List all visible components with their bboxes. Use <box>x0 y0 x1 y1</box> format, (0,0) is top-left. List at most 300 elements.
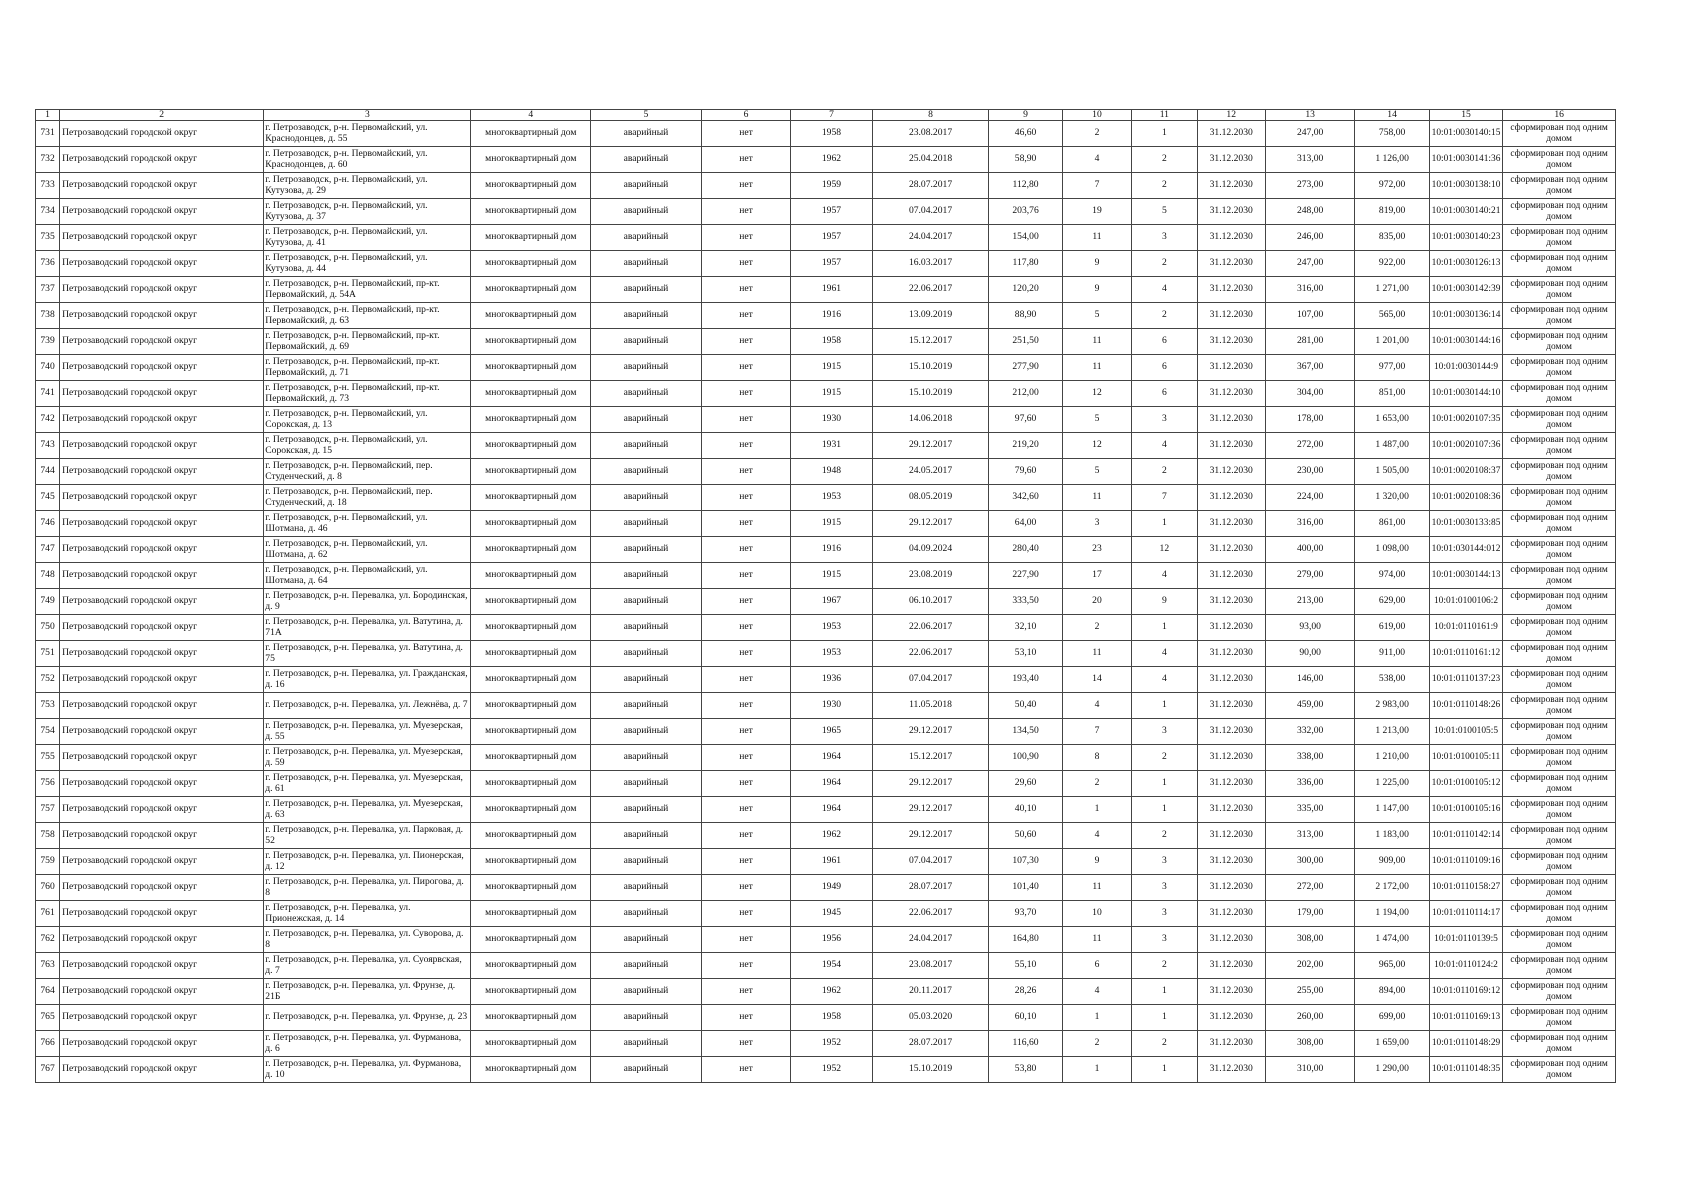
condition-status: аварийный <box>591 355 702 381</box>
municipality: Петрозаводский городской округ <box>60 1057 264 1083</box>
cost-value-1: 338,00 <box>1265 745 1355 771</box>
municipality: Петрозаводский городской округ <box>60 849 264 875</box>
year-built: 1964 <box>791 797 872 823</box>
residents: 4 <box>1062 147 1131 173</box>
land-plot-status: сформирован под одним домом <box>1503 797 1616 823</box>
recognition-date: 15.10.2019 <box>872 355 989 381</box>
row-number: 739 <box>36 329 60 355</box>
land-plot-status: сформирован под одним домом <box>1503 927 1616 953</box>
table-row <box>36 277 1616 303</box>
resettlement-deadline: 31.12.2030 <box>1197 537 1265 563</box>
building-type: многоквартирный дом <box>471 641 591 667</box>
municipality: Петрозаводский городской округ <box>60 953 264 979</box>
row-number: 758 <box>36 823 60 849</box>
year-built: 1958 <box>791 329 872 355</box>
cadastral-number: 10:01:0110148:26 <box>1429 693 1502 719</box>
building-type: многоквартирный дом <box>471 355 591 381</box>
cadastral-number: 10:01:0030140:15 <box>1429 121 1502 147</box>
address: г. Петрозаводск, р-н. Перевалка, ул. Муезерская, д. 55 <box>264 719 471 745</box>
table-row <box>36 225 1616 251</box>
land-plot-status: сформирован под одним домом <box>1503 849 1616 875</box>
year-built: 1953 <box>791 615 872 641</box>
resettlement-deadline: 31.12.2030 <box>1197 589 1265 615</box>
status-flag: нет <box>701 771 791 797</box>
address: г. Петрозаводск, р-н. Первомайский, пер. Студенческий, д. 8 <box>264 459 471 485</box>
land-plot-status: сформирован под одним домом <box>1503 433 1616 459</box>
cadastral-number: 10:01:0100106:2 <box>1429 589 1502 615</box>
row-number: 743 <box>36 433 60 459</box>
condition-status: аварийный <box>591 173 702 199</box>
area: 100,90 <box>989 745 1062 771</box>
area: 280,40 <box>989 537 1062 563</box>
condition-status: аварийный <box>591 459 702 485</box>
column-number: 10 <box>1062 110 1131 121</box>
residents: 5 <box>1062 407 1131 433</box>
municipality: Петрозаводский городской округ <box>60 901 264 927</box>
address: г. Петрозаводск, р-н. Перевалка, ул. Фурманова, д. 10 <box>264 1057 471 1083</box>
municipality: Петрозаводский городской округ <box>60 199 264 225</box>
residents: 10 <box>1062 901 1131 927</box>
year-built: 1961 <box>791 849 872 875</box>
cost-value-2: 819,00 <box>1355 199 1429 225</box>
recognition-date: 29.12.2017 <box>872 797 989 823</box>
status-flag: нет <box>701 485 791 511</box>
row-number: 733 <box>36 173 60 199</box>
recognition-date: 15.12.2017 <box>872 745 989 771</box>
status-flag: нет <box>701 797 791 823</box>
cost-value-2: 965,00 <box>1355 953 1429 979</box>
residents: 2 <box>1062 121 1131 147</box>
building-type: многоквартирный дом <box>471 745 591 771</box>
residents: 23 <box>1062 537 1131 563</box>
condition-status: аварийный <box>591 329 702 355</box>
year-built: 1962 <box>791 823 872 849</box>
land-plot-status: сформирован под одним домом <box>1503 615 1616 641</box>
row-number: 756 <box>36 771 60 797</box>
resettlement-deadline: 31.12.2030 <box>1197 823 1265 849</box>
resettlement-deadline: 31.12.2030 <box>1197 615 1265 641</box>
condition-status: аварийный <box>591 563 702 589</box>
cost-value-1: 146,00 <box>1265 667 1355 693</box>
land-plot-status: сформирован под одним домом <box>1503 563 1616 589</box>
year-built: 1962 <box>791 979 872 1005</box>
flats: 6 <box>1132 381 1197 407</box>
recognition-date: 22.06.2017 <box>872 641 989 667</box>
cost-value-1: 335,00 <box>1265 797 1355 823</box>
status-flag: нет <box>701 173 791 199</box>
land-plot-status: сформирован под одним домом <box>1503 1005 1616 1031</box>
cost-value-2: 538,00 <box>1355 667 1429 693</box>
area: 193,40 <box>989 667 1062 693</box>
table-row <box>36 1005 1616 1031</box>
building-type: многоквартирный дом <box>471 407 591 433</box>
address: г. Петрозаводск, р-н. Перевалка, ул. Фрунзе, д. 23 <box>264 1005 471 1031</box>
municipality: Петрозаводский городской округ <box>60 1031 264 1057</box>
area: 101,40 <box>989 875 1062 901</box>
row-number: 732 <box>36 147 60 173</box>
resettlement-deadline: 31.12.2030 <box>1197 485 1265 511</box>
status-flag: нет <box>701 277 791 303</box>
row-number: 749 <box>36 589 60 615</box>
cadastral-number: 10:01:0110158:27 <box>1429 875 1502 901</box>
row-number: 754 <box>36 719 60 745</box>
area: 116,60 <box>989 1031 1062 1057</box>
row-number: 766 <box>36 1031 60 1057</box>
residents: 3 <box>1062 511 1131 537</box>
cost-value-2: 1 271,00 <box>1355 277 1429 303</box>
residents: 19 <box>1062 199 1131 225</box>
area: 58,90 <box>989 147 1062 173</box>
municipality: Петрозаводский городской округ <box>60 563 264 589</box>
cost-value-2: 1 653,00 <box>1355 407 1429 433</box>
recognition-date: 22.06.2017 <box>872 615 989 641</box>
condition-status: аварийный <box>591 797 702 823</box>
recognition-date: 13.09.2019 <box>872 303 989 329</box>
resettlement-deadline: 31.12.2030 <box>1197 979 1265 1005</box>
area: 251,50 <box>989 329 1062 355</box>
row-number: 742 <box>36 407 60 433</box>
column-number: 14 <box>1355 110 1429 121</box>
recognition-date: 24.05.2017 <box>872 459 989 485</box>
area: 203,76 <box>989 199 1062 225</box>
building-type: многоквартирный дом <box>471 719 591 745</box>
building-type: многоквартирный дом <box>471 1005 591 1031</box>
municipality: Петрозаводский городской округ <box>60 485 264 511</box>
cost-value-1: 179,00 <box>1265 901 1355 927</box>
land-plot-status: сформирован под одним домом <box>1503 381 1616 407</box>
address: г. Петрозаводск, р-н. Перевалка, ул. Фурманова, д. 6 <box>264 1031 471 1057</box>
column-number: 1 <box>36 110 60 121</box>
table-row <box>36 771 1616 797</box>
resettlement-deadline: 31.12.2030 <box>1197 303 1265 329</box>
building-type: многоквартирный дом <box>471 849 591 875</box>
cost-value-2: 1 213,00 <box>1355 719 1429 745</box>
residents: 9 <box>1062 251 1131 277</box>
municipality: Петрозаводский городской округ <box>60 407 264 433</box>
cadastral-number: 10:01:0030126:13 <box>1429 251 1502 277</box>
table-row <box>36 303 1616 329</box>
land-plot-status: сформирован под одним домом <box>1503 147 1616 173</box>
condition-status: аварийный <box>591 199 702 225</box>
recognition-date: 29.12.2017 <box>872 719 989 745</box>
cadastral-number: 10:01:0030144:9 <box>1429 355 1502 381</box>
cadastral-number: 10:01:0020107:35 <box>1429 407 1502 433</box>
cost-value-1: 90,00 <box>1265 641 1355 667</box>
cost-value-1: 224,00 <box>1265 485 1355 511</box>
cadastral-number: 10:01:0110148:29 <box>1429 1031 1502 1057</box>
cost-value-1: 304,00 <box>1265 381 1355 407</box>
flats: 3 <box>1132 901 1197 927</box>
address: г. Петрозаводск, р-н. Первомайский, ул. Шотмана, д. 62 <box>264 537 471 563</box>
flats: 1 <box>1132 979 1197 1005</box>
row-number: 755 <box>36 745 60 771</box>
table-row <box>36 641 1616 667</box>
flats: 3 <box>1132 927 1197 953</box>
municipality: Петрозаводский городской округ <box>60 381 264 407</box>
building-type: многоквартирный дом <box>471 615 591 641</box>
flats: 1 <box>1132 615 1197 641</box>
address: г. Петрозаводск, р-н. Перевалка, ул. Суоярвская, д. 7 <box>264 953 471 979</box>
condition-status: аварийный <box>591 381 702 407</box>
cost-value-2: 619,00 <box>1355 615 1429 641</box>
area: 164,80 <box>989 927 1062 953</box>
municipality: Петрозаводский городской округ <box>60 641 264 667</box>
cost-value-1: 332,00 <box>1265 719 1355 745</box>
municipality: Петрозаводский городской округ <box>60 1005 264 1031</box>
residents: 4 <box>1062 979 1131 1005</box>
flats: 1 <box>1132 1057 1197 1083</box>
building-type: многоквартирный дом <box>471 485 591 511</box>
year-built: 1945 <box>791 901 872 927</box>
building-type: многоквартирный дом <box>471 693 591 719</box>
year-built: 1916 <box>791 303 872 329</box>
building-type: многоквартирный дом <box>471 511 591 537</box>
cadastral-number: 10:01:0030140:23 <box>1429 225 1502 251</box>
resettlement-deadline: 31.12.2030 <box>1197 173 1265 199</box>
address: г. Петрозаводск, р-н. Перевалка, ул. Муезерская, д. 59 <box>264 745 471 771</box>
resettlement-deadline: 31.12.2030 <box>1197 641 1265 667</box>
address: г. Петрозаводск, р-н. Перевалка, ул. Ватутина, д. 71А <box>264 615 471 641</box>
cadastral-number: 10:01:0110124:2 <box>1429 953 1502 979</box>
cost-value-2: 1 194,00 <box>1355 901 1429 927</box>
recognition-date: 22.06.2017 <box>872 901 989 927</box>
flats: 2 <box>1132 459 1197 485</box>
building-type: многоквартирный дом <box>471 459 591 485</box>
year-built: 1954 <box>791 953 872 979</box>
condition-status: аварийный <box>591 589 702 615</box>
table-row <box>36 901 1616 927</box>
area: 53,80 <box>989 1057 1062 1083</box>
address: г. Петрозаводск, р-н. Первомайский, пр-кт. Первомайский, д. 63 <box>264 303 471 329</box>
status-flag: нет <box>701 251 791 277</box>
building-type: многоквартирный дом <box>471 381 591 407</box>
recognition-date: 07.04.2017 <box>872 199 989 225</box>
year-built: 1930 <box>791 407 872 433</box>
table-row <box>36 823 1616 849</box>
condition-status: аварийный <box>591 615 702 641</box>
condition-status: аварийный <box>591 823 702 849</box>
area: 60,10 <box>989 1005 1062 1031</box>
cost-value-1: 230,00 <box>1265 459 1355 485</box>
table-row <box>36 615 1616 641</box>
residents: 4 <box>1062 693 1131 719</box>
land-plot-status: сформирован под одним домом <box>1503 641 1616 667</box>
year-built: 1952 <box>791 1031 872 1057</box>
residents: 1 <box>1062 1005 1131 1031</box>
cost-value-1: 313,00 <box>1265 823 1355 849</box>
land-plot-status: сформирован под одним домом <box>1503 771 1616 797</box>
condition-status: аварийный <box>591 693 702 719</box>
year-built: 1952 <box>791 1057 872 1083</box>
building-type: многоквартирный дом <box>471 875 591 901</box>
cadastral-number: 10:01:0030141:36 <box>1429 147 1502 173</box>
row-number: 751 <box>36 641 60 667</box>
address: г. Петрозаводск, р-н. Первомайский, ул. Кутузова, д. 37 <box>264 199 471 225</box>
row-number: 761 <box>36 901 60 927</box>
row-number: 767 <box>36 1057 60 1083</box>
address: г. Петрозаводск, р-н. Первомайский, пр-кт. Первомайский, д. 71 <box>264 355 471 381</box>
table-row <box>36 563 1616 589</box>
area: 55,10 <box>989 953 1062 979</box>
resettlement-deadline: 31.12.2030 <box>1197 745 1265 771</box>
row-number: 737 <box>36 277 60 303</box>
building-type: многоквартирный дом <box>471 1057 591 1083</box>
table-row <box>36 1031 1616 1057</box>
flats: 1 <box>1132 693 1197 719</box>
address: г. Петрозаводск, р-н. Перевалка, ул. Лежнёва, д. 7 <box>264 693 471 719</box>
municipality: Петрозаводский городской округ <box>60 329 264 355</box>
resettlement-deadline: 31.12.2030 <box>1197 1005 1265 1031</box>
residents: 2 <box>1062 771 1131 797</box>
row-number: 762 <box>36 927 60 953</box>
municipality: Петрозаводский городской округ <box>60 277 264 303</box>
cost-value-1: 260,00 <box>1265 1005 1355 1031</box>
row-number: 750 <box>36 615 60 641</box>
cost-value-1: 279,00 <box>1265 563 1355 589</box>
cost-value-2: 1 659,00 <box>1355 1031 1429 1057</box>
residents: 14 <box>1062 667 1131 693</box>
column-number: 9 <box>989 110 1062 121</box>
land-plot-status: сформирован под одним домом <box>1503 1031 1616 1057</box>
cadastral-number: 10:01:0030144:10 <box>1429 381 1502 407</box>
cadastral-number: 10:01:0020108:36 <box>1429 485 1502 511</box>
cost-value-2: 565,00 <box>1355 303 1429 329</box>
cost-value-2: 699,00 <box>1355 1005 1429 1031</box>
condition-status: аварийный <box>591 901 702 927</box>
cost-value-1: 272,00 <box>1265 875 1355 901</box>
resettlement-deadline: 31.12.2030 <box>1197 121 1265 147</box>
land-plot-status: сформирован под одним домом <box>1503 667 1616 693</box>
row-number: 738 <box>36 303 60 329</box>
resettlement-deadline: 31.12.2030 <box>1197 407 1265 433</box>
land-plot-status: сформирован под одним домом <box>1503 199 1616 225</box>
cost-value-2: 1 225,00 <box>1355 771 1429 797</box>
building-type: многоквартирный дом <box>471 251 591 277</box>
table-row <box>36 953 1616 979</box>
row-number: 757 <box>36 797 60 823</box>
cost-value-2: 758,00 <box>1355 121 1429 147</box>
status-flag: нет <box>701 121 791 147</box>
resettlement-deadline: 31.12.2030 <box>1197 771 1265 797</box>
flats: 5 <box>1132 199 1197 225</box>
column-number: 8 <box>872 110 989 121</box>
cost-value-2: 861,00 <box>1355 511 1429 537</box>
cadastral-number: 10:01:0100105:11 <box>1429 745 1502 771</box>
resettlement-deadline: 31.12.2030 <box>1197 251 1265 277</box>
resettlement-deadline: 31.12.2030 <box>1197 433 1265 459</box>
cost-value-1: 308,00 <box>1265 1031 1355 1057</box>
cost-value-2: 911,00 <box>1355 641 1429 667</box>
status-flag: нет <box>701 823 791 849</box>
condition-status: аварийный <box>591 277 702 303</box>
condition-status: аварийный <box>591 849 702 875</box>
status-flag: нет <box>701 303 791 329</box>
flats: 4 <box>1132 667 1197 693</box>
recognition-date: 06.10.2017 <box>872 589 989 615</box>
address: г. Петрозаводск, р-н. Перевалка, ул. Пирогова, д. 8 <box>264 875 471 901</box>
year-built: 1949 <box>791 875 872 901</box>
address: г. Петрозаводск, р-н. Первомайский, ул. Краснодонцев, д. 55 <box>264 121 471 147</box>
cadastral-number: 10:01:0110169:12 <box>1429 979 1502 1005</box>
municipality: Петрозаводский городской округ <box>60 875 264 901</box>
year-built: 1959 <box>791 173 872 199</box>
status-flag: нет <box>701 459 791 485</box>
condition-status: аварийный <box>591 641 702 667</box>
flats: 6 <box>1132 355 1197 381</box>
cost-value-2: 1 320,00 <box>1355 485 1429 511</box>
cost-value-2: 2 172,00 <box>1355 875 1429 901</box>
row-number: 760 <box>36 875 60 901</box>
municipality: Петрозаводский городской округ <box>60 615 264 641</box>
cost-value-2: 1 126,00 <box>1355 147 1429 173</box>
cadastral-number: 10:01:0030136:14 <box>1429 303 1502 329</box>
resettlement-deadline: 31.12.2030 <box>1197 797 1265 823</box>
land-plot-status: сформирован под одним домом <box>1503 121 1616 147</box>
row-number: 759 <box>36 849 60 875</box>
municipality: Петрозаводский городской округ <box>60 121 264 147</box>
cost-value-1: 202,00 <box>1265 953 1355 979</box>
area: 88,90 <box>989 303 1062 329</box>
table-body <box>36 110 1616 1083</box>
table-row <box>36 927 1616 953</box>
resettlement-deadline: 31.12.2030 <box>1197 511 1265 537</box>
condition-status: аварийный <box>591 979 702 1005</box>
land-plot-status: сформирован под одним домом <box>1503 589 1616 615</box>
cost-value-1: 281,00 <box>1265 329 1355 355</box>
municipality: Петрозаводский городской округ <box>60 797 264 823</box>
flats: 1 <box>1132 511 1197 537</box>
cadastral-number: 10:01:0110139:5 <box>1429 927 1502 953</box>
address: г. Петрозаводск, р-н. Перевалка, ул. Пионерская, д. 12 <box>264 849 471 875</box>
flats: 4 <box>1132 563 1197 589</box>
recognition-date: 14.06.2018 <box>872 407 989 433</box>
condition-status: аварийный <box>591 433 702 459</box>
row-number: 752 <box>36 667 60 693</box>
area: 28,26 <box>989 979 1062 1005</box>
year-built: 1961 <box>791 277 872 303</box>
cost-value-1: 213,00 <box>1265 589 1355 615</box>
condition-status: аварийный <box>591 745 702 771</box>
address: г. Петрозаводск, р-н. Перевалка, ул. Муезерская, д. 61 <box>264 771 471 797</box>
column-number: 3 <box>264 110 471 121</box>
building-type: многоквартирный дом <box>471 277 591 303</box>
status-flag: нет <box>701 927 791 953</box>
cadastral-number: 10:01:0030144:16 <box>1429 329 1502 355</box>
cost-value-1: 310,00 <box>1265 1057 1355 1083</box>
building-type: многоквартирный дом <box>471 147 591 173</box>
row-number: 734 <box>36 199 60 225</box>
table-row <box>36 407 1616 433</box>
row-number: 747 <box>36 537 60 563</box>
cadastral-number: 10:01:0110169:13 <box>1429 1005 1502 1031</box>
flats: 3 <box>1132 407 1197 433</box>
table-row <box>36 121 1616 147</box>
column-number: 15 <box>1429 110 1502 121</box>
area: 64,00 <box>989 511 1062 537</box>
residents: 11 <box>1062 927 1131 953</box>
status-flag: нет <box>701 329 791 355</box>
land-plot-status: сформирован под одним домом <box>1503 953 1616 979</box>
condition-status: аварийный <box>591 1057 702 1083</box>
residents: 2 <box>1062 615 1131 641</box>
recognition-date: 08.05.2019 <box>872 485 989 511</box>
condition-status: аварийный <box>591 121 702 147</box>
row-number: 741 <box>36 381 60 407</box>
address: г. Петрозаводск, р-н. Первомайский, ул. Краснодонцев, д. 60 <box>264 147 471 173</box>
building-type: многоквартирный дом <box>471 199 591 225</box>
condition-status: аварийный <box>591 953 702 979</box>
cadastral-number: 10:01:0030138:10 <box>1429 173 1502 199</box>
